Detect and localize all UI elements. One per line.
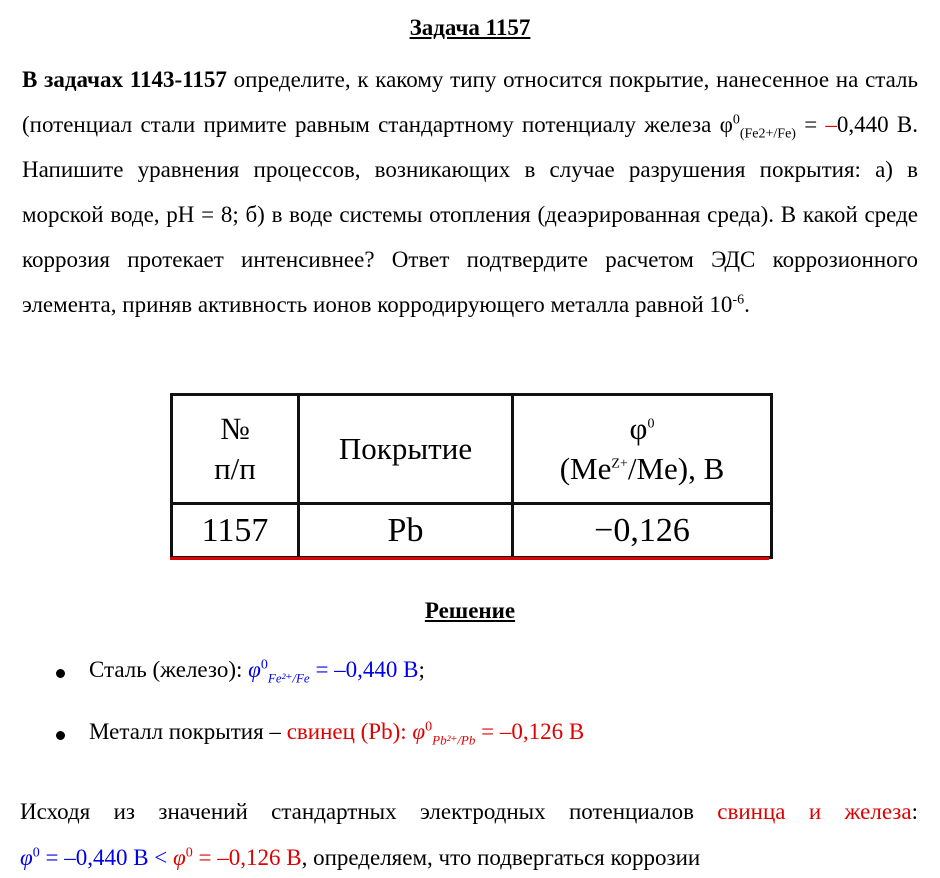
solution-title: Решение <box>424 598 516 623</box>
red-underline <box>170 557 769 560</box>
header-number: № п/п <box>172 395 299 504</box>
cell-potential: −0,126 <box>513 504 772 558</box>
cell-number: 1157 <box>172 504 299 558</box>
problem-statement: В задачах 1143-1157 определите, к какому типу относится покрытие, нанесенное на сталь (потенциал стали примите равным стандартному потенциалу железа $\varphi^0_{(Fe2+/Fe)} = -0,440$ В. Напишите уравнения процессов, возникающих в случае разрушения покрытия: а) в морской воде, pH = 8; б) в воде системы отопления (деаэрированная среда). В какой среде коррозия протекает интенсивнее? Ответ подтвердите расчетом ЭДС коррозионного элемента, приняв активность ионов корродирующего металла равной $10^{-6}$. <box>22 67 918 317</box>
iron-potential: $\varphi^0_{Fe^{2+}/Fe} = -0,440$ В <box>248 657 419 686</box>
header-potential: $\varphi^0$ $(Me^{Z+}/Me)$, В <box>513 395 772 504</box>
conclusion-line-1: Исходя из значений стандартных электродных потенциалов свинца и железа: <box>20 799 918 824</box>
document-page: Задача 1157 В задачах 1143-1157 определите, к какому типу относится покрытие, нанесенное на сталь (потенциал стали примите равным стандартному потенциалу железа $\varphi^0_{(Fe2+/Fe)} = -0,440$ В. Напишите уравнения процессов, возникающих в случае разрушения покрытия: а) в морской воде, pH = 8; б) в воде системы отопления (деаэрированная среда). В какой среде коррозия протекает интенсивнее? Ответ подтвердите расчетом ЭДС коррозионного элемента, приняв активность ионов корродирующего металла равной $10^{-6}$. № п/п Покрытие $\varphi^0$ $(Me^{Z+}/Me)$, В 1157 Pb −0,126 Решение Сталь (железо): $\varphi^0_{Fe^{2+}/Fe} = -0,440$ В; Металл покрытия – свинец (Pb): $\varphi^0_{Pb^{2+}/Pb} = -0,126$ В Исходя из значений стандартных электродных потенциалов свинца и железа: $\varphi^0 = -0,440$ $В < \varphi^0 = -0,126$ В, определяем, что подвергаться коррозии <box>0 0 940 865</box>
conclusion-line-2: $\varphi^0 = -0,440$ $В < \varphi^0 = -0,126$ В, определяем, что подвергаться коррозии <box>20 845 701 870</box>
lead-potential: свинец (Pb): $\varphi^0_{Pb^{2+}/Pb} = -0,126$ В <box>286 719 585 748</box>
bullet-icon <box>56 669 65 678</box>
header-coating: Покрытие <box>299 395 513 504</box>
task-range-label: В задачах 1143-1157 <box>22 67 227 92</box>
table-header-row <box>172 395 772 504</box>
minus-sign: – <box>825 112 837 137</box>
cell-coating: Pb <box>299 504 513 558</box>
bullet-icon <box>56 731 65 740</box>
coating-table <box>170 393 773 559</box>
task-title: Задача 1157 <box>409 15 531 40</box>
table-row <box>172 504 772 558</box>
